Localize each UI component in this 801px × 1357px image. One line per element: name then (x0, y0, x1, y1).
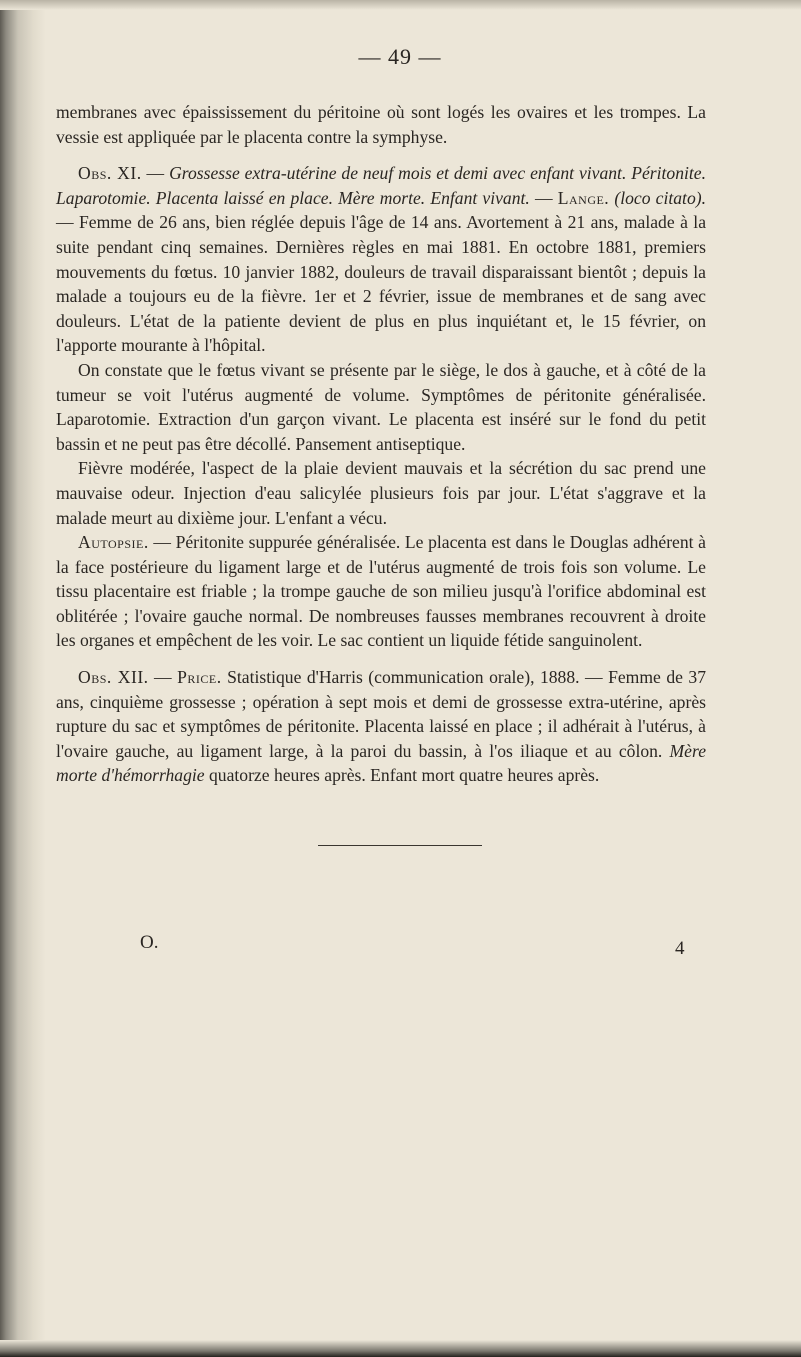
autopsy-label: Autopsie. (78, 532, 149, 553)
separator: — (529, 187, 558, 208)
separator: — (141, 163, 170, 184)
paragraph-findings: On constate que le fœtus vivant se présente par le siège, le dos à gauche, et à côté de la tumeur se voit l'utérus augmenté de volume. Symptômes de péritonite généralisée. Laparotomie. Extraction d'un garçon vivant. Le placenta est inséré sur le fond du petit bassin et ne peut pas être décollé. Pansement antiseptique. (56, 359, 706, 454)
autopsy-body: — Péritonite suppurée généralisée. Le placenta est dans le Douglas adhérent à la face postérieure du ligament large et de l'utérus augmenté de trois fois son volume. Le tissu placentaire est friable ; la trompe gauche de son milieu jusqu'à l'orifice abdominal est oblitérée ; l'ovaire gauche normal. De nombreuses fausses membranes recouvrent à droite les organes et empêchent de les voir. Le sac contient un liquide fétide sanguinolent. (56, 532, 706, 651)
scan-shadow-bottom (0, 1340, 801, 1357)
separator: — (148, 667, 178, 688)
paragraph-obs-xi (56, 161, 706, 358)
signature-left: O. (140, 932, 159, 953)
paragraph-autopsy (56, 530, 706, 653)
obs-italic: Mère morte d'hémorrhagie (56, 740, 706, 786)
paragraph-course: Fièvre modérée, l'aspect de la plaie devient mauvais et la sécrétion du sac prend une mauvaise odeur. Injection d'eau salicylée plusieurs fois par jour. L'état s'aggrave et la malade meurt au dixième jour. L'enfant a vécu. (56, 458, 706, 528)
obs-body-end: quatorze heures après. Enfant mort quatre heures après. (204, 765, 600, 786)
obs-body: Statistique d'Harris (communication orale), 1888. — Femme de 37 ans, cinquième grossesse ; opération à sept mois et demi de grossesse extra-utérine, après rupture du sac et symptômes de péritonite. Placenta laissé en place ; il adhérait à l'utérus, à l'ovaire gauche, au ligament large, à la paroi du bassin, à l'os iliaque et au côlon. (56, 667, 706, 761)
scan-shadow-top (0, 0, 801, 10)
paragraph-obs-xii (56, 665, 706, 788)
page-number: — 49 — (358, 44, 442, 69)
signature-right: 4 (675, 938, 685, 959)
obs-label: Obs. XII. (78, 667, 149, 688)
obs-title: Grossesse extra-utérine de neuf mois et demi avec enfant vivant. Péritonite. Laparotomie. Placenta laissé en place. Mère morte. Enfant vivant. (56, 163, 706, 208)
section-rule (318, 845, 482, 846)
obs-body: — Femme de 26 ans, bien réglée depuis l'âge de 14 ans. Avortement à 21 ans, malade à la suite pendant cinq semaines. Dernières règles en mai 1881. En octobre 1881, premiers mouvements du fœtus. 10 janvier 1882, douleurs de travail disparaissant bientôt ; depuis la malade a toujours eu de la fièvre. 1er et 2 février, issue de membranes et de sang avec douleurs. L'état de la patiente devient de plus en plus inquiétant et, le 15 février, on l'apporte mourante à l'hôpital. (56, 212, 706, 356)
obs-label: Obs. XI. (78, 163, 142, 184)
obs-citation: (loco citato). (614, 187, 707, 208)
obs-author: Price. (177, 667, 222, 688)
paragraph-intro: membranes avec épaississement du péritoine où sont logés les ovaires et les trompes. La vessie est appliquée par le placenta contre la symphyse. (56, 102, 706, 147)
scan-shadow-left (0, 0, 46, 1357)
obs-author: Lange. (557, 187, 610, 208)
body-text (56, 100, 706, 788)
